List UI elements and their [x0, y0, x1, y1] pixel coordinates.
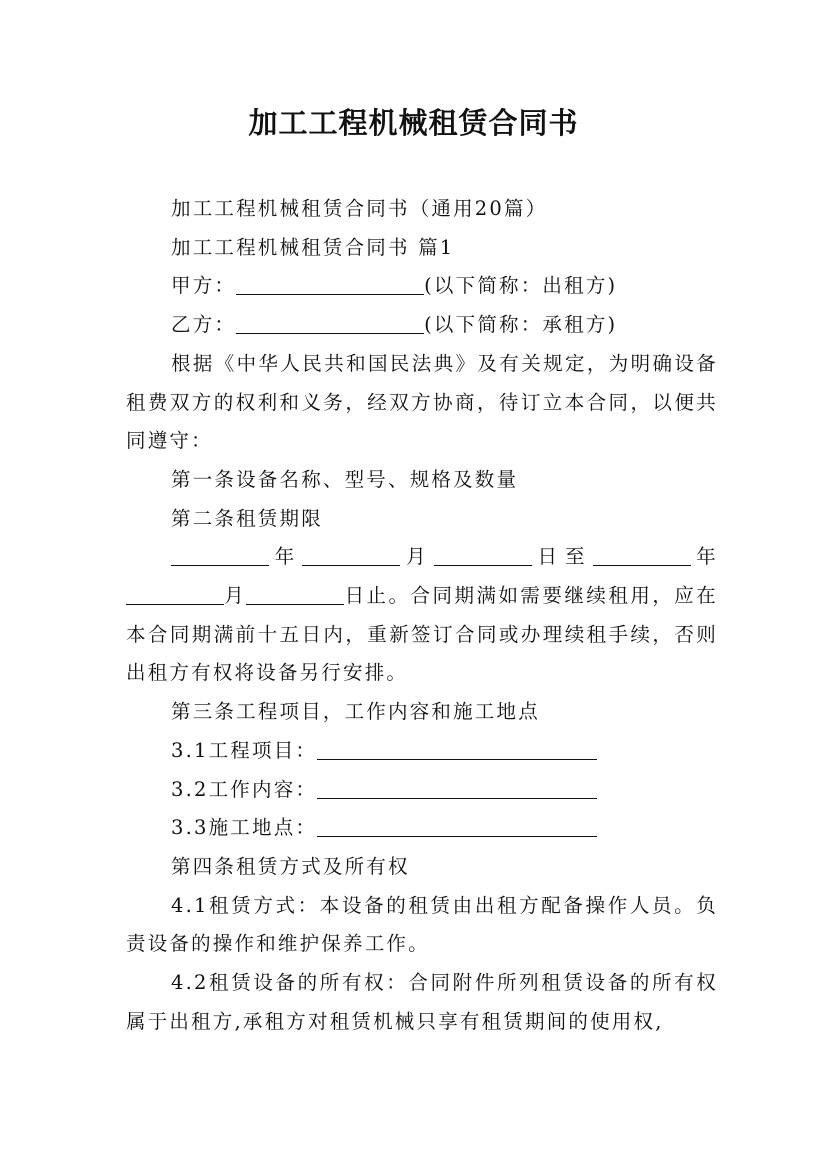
end-month-label: 月: [224, 584, 247, 608]
start-day-blank: [434, 543, 532, 566]
item-4-1-paragraph: 4.1租赁方式：本设备的租赁由出租方配备操作人员。负责设备的操作和维护保养工作。: [126, 893, 718, 956]
article-3-heading: 第三条工程项目，工作内容和施工地点: [171, 700, 540, 724]
party-a-blank: [236, 272, 424, 295]
preamble-paragraph: 根据《中华人民共和国民法典》及有关规定，为明确设备租费双方的权利和义务，经双方协商，待订立本合同，以便共同遵守：: [126, 351, 718, 453]
end-day-blank: [246, 582, 344, 605]
party-a-line: [126, 267, 718, 306]
section-heading: 加工工程机械租赁合同书 篇1: [171, 235, 455, 259]
subtitle: 加工工程机械租赁合同书（通用20篇）: [171, 197, 548, 220]
article-2-paragraph: [126, 538, 718, 693]
article-2-text: 合同期满如需要继续租用，应在本合同期满前十五日内，重新签订合同或办理续租手续，否则出租方有权将设备另行安排。: [126, 584, 718, 685]
document-title: 加工工程机械租赁合同书: [248, 106, 579, 140]
article-2-heading: 第二条租赁期限: [171, 506, 323, 530]
item-3-2-label: 3.2工作内容：: [171, 777, 318, 801]
start-day-label: 日至: [531, 545, 593, 569]
party-b-label: 乙方：: [171, 313, 237, 337]
item-3-3-blank: [317, 814, 597, 837]
item-3-3-line: [126, 809, 718, 848]
item-3-2-line: [126, 771, 718, 810]
item-3-1-label: 3.1工程项目：: [171, 738, 318, 762]
end-year-blank: [593, 543, 691, 566]
document-body: [126, 190, 718, 1041]
end-year-label: 年: [690, 545, 719, 569]
party-b-blank: [236, 311, 424, 334]
party-b-line: [126, 306, 718, 345]
start-year-label: 年: [269, 545, 303, 569]
item-3-1-blank: [317, 737, 597, 760]
party-a-note: (以下简称：出租方): [424, 274, 618, 298]
start-month-blank: [302, 543, 400, 566]
item-4-2-paragraph: 4.2租赁设备的所有权：合同附件所列租赁设备的所有权属于出租方,承租方对租赁机械只享有租赁期间的使用权,: [126, 971, 718, 1033]
article-1-heading: 第一条设备名称、型号、规格及数量: [171, 467, 519, 491]
article-4-heading: 第四条租赁方式及所有权: [171, 854, 410, 878]
item-3-1-line: [126, 732, 718, 771]
party-a-label: 甲方：: [171, 274, 237, 298]
start-month-label: 月: [400, 545, 434, 569]
item-3-2-blank: [317, 776, 597, 799]
party-b-note: (以下简称：承租方): [424, 313, 618, 337]
end-day-label: 日止。: [344, 584, 411, 608]
end-month-blank: [126, 582, 224, 605]
item-3-3-label: 3.3施工地点：: [171, 816, 318, 840]
start-year-blank: [171, 543, 269, 566]
